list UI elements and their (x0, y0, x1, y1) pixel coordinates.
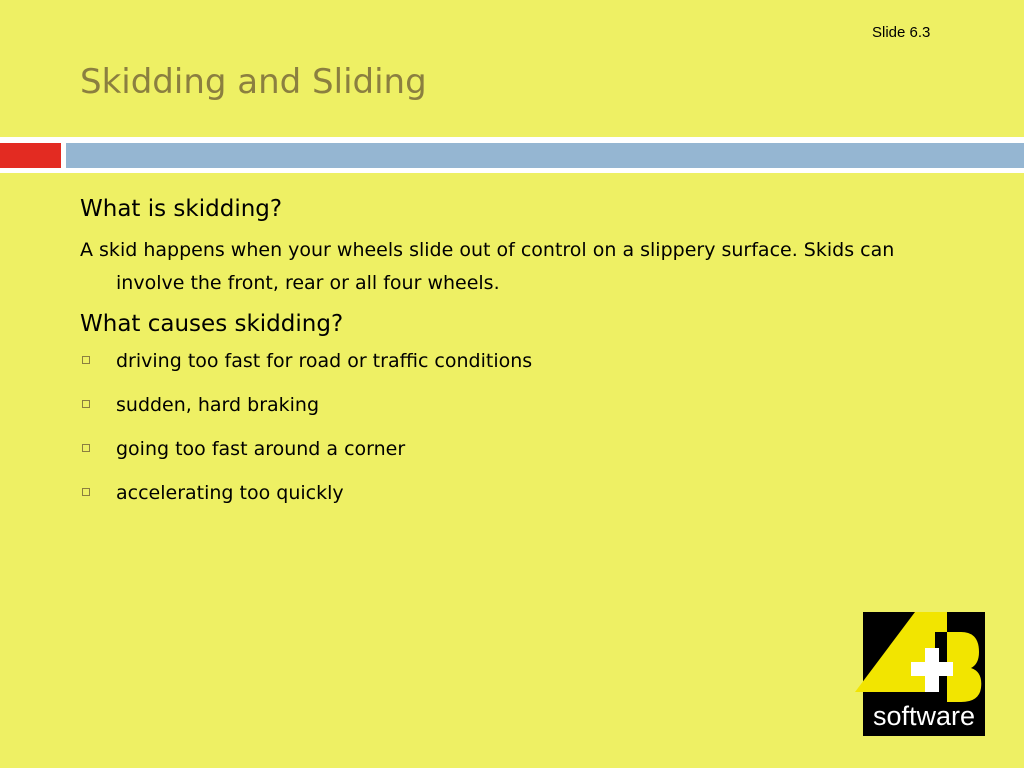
list-item-text: accelerating too quickly (116, 482, 344, 504)
list-item (80, 349, 960, 373)
slide-content (80, 190, 960, 525)
logo-text: software (872, 701, 976, 731)
slide-title: Skidding and Sliding (80, 62, 427, 102)
square-bullet-icon (82, 488, 90, 496)
skid-definition-paragraph: A skid happens when your wheels slide out of control on a slippery surface. Skids can involve the front, rear or all four wheels. (80, 239, 895, 294)
list-item-text: going too fast around a corner (116, 438, 406, 460)
square-bullet-icon (82, 356, 90, 364)
list-item (80, 481, 960, 505)
slide-number: Slide 6.3 (872, 24, 931, 41)
divider-red-block (0, 143, 61, 168)
heading-what-is-skidding: What is skidding? (80, 196, 283, 222)
square-bullet-icon (82, 400, 90, 408)
list-item-text: driving too fast for road or traffic conditions (116, 350, 533, 372)
list-item-text: sudden, hard braking (116, 394, 320, 416)
causes-list (80, 349, 960, 505)
heading-what-causes-skidding: What causes skidding? (80, 311, 344, 337)
list-item (80, 437, 960, 461)
square-bullet-icon (82, 444, 90, 452)
divider-blue-bar (66, 143, 1024, 168)
ab-software-logo-icon (855, 612, 985, 736)
list-item (80, 393, 960, 417)
